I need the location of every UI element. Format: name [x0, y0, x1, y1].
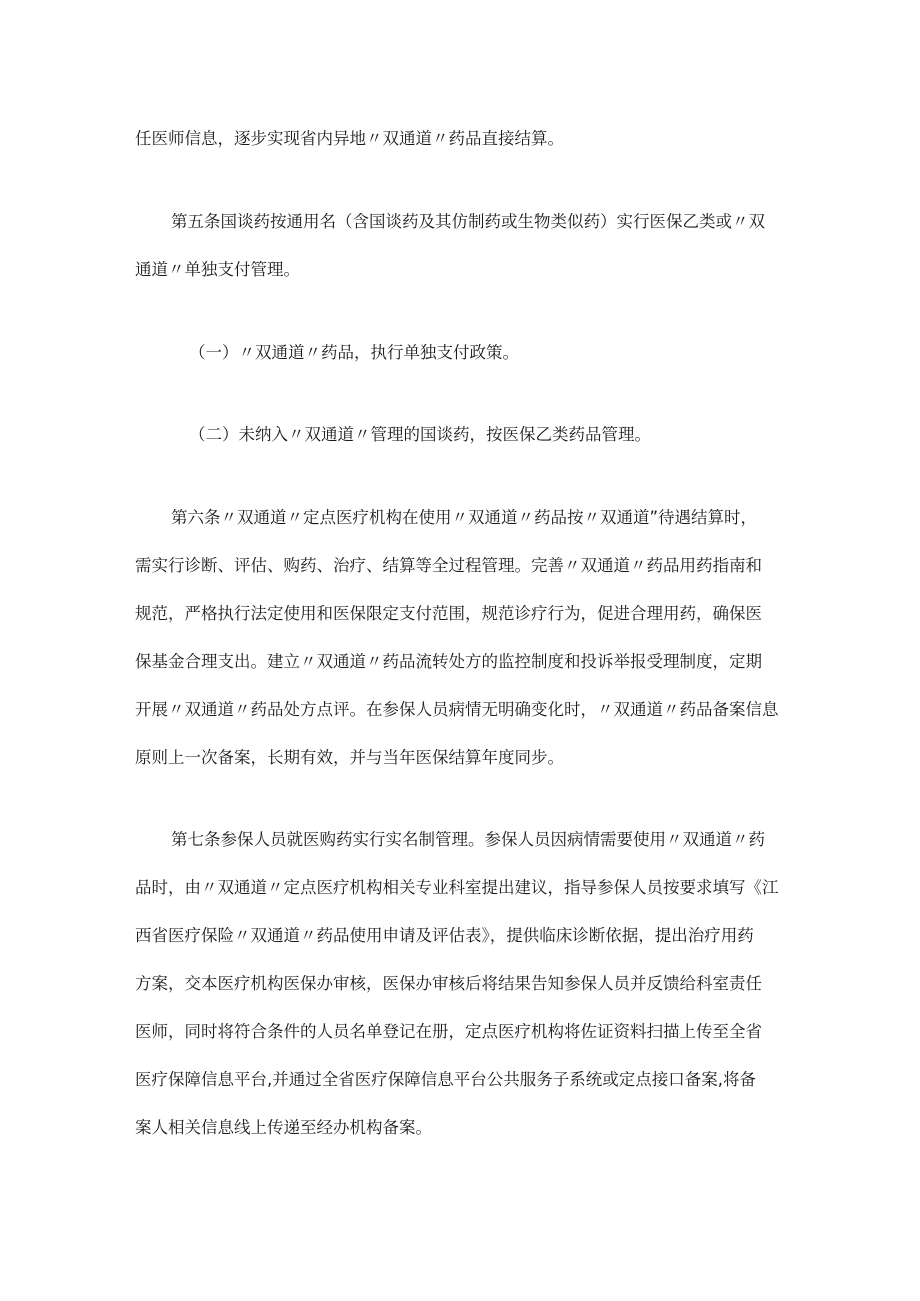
- text-line: 规范，严格执行法定使用和医保限定支付范围，规范诊疗行为，促进合理用药，确保医: [135, 604, 762, 623]
- text-line: 方案，交本医疗机构医保办审核，医保办审核后将结果告知参保人员并反馈给科室责任: [135, 974, 762, 993]
- text-line: 通道〃单独支付管理。: [135, 260, 300, 279]
- text-line: 任医师信息，逐步实现省内异地〃双通道〃药品直接结算。: [135, 129, 564, 148]
- text-line: 第七条参保人员就医购药实行实名制管理。参保人员因病情需要使用〃双通道〃药: [171, 830, 765, 849]
- text-line: 第五条国谈药按通用名（含国谈药及其仿制药或生物类似药）实行医保乙类或〃双: [171, 212, 765, 231]
- text-line: 案人相关信息线上传递至经办机构备案。: [135, 1118, 432, 1137]
- text-line: 医师，同时将符合条件的人员名单登记在册，定点医疗机构将佐证资料扫描上传至全省: [135, 1022, 762, 1041]
- text-line: 保基金合理支出。建立〃双通道〃药品流转处方的监控制度和投诉举报受理制度，定期: [135, 652, 762, 671]
- text-line: 开展〃双通道〃药品处方点评。在参保人员病情无明确变化时，〃双通道〃药品备案信息: [135, 700, 779, 719]
- text-line: 原则上一次备案，长期有效，并与当年医保结算年度同步。: [135, 748, 564, 767]
- text-line: 第六条〃双通道〃定点医疗机构在使用〃双通道〃药品按〃双通道”待遇结算时，: [171, 508, 758, 527]
- text-line: 医疗保障信息平台,并通过全省医疗保障信息平台公共服务子系统或定点接口备案,将备: [135, 1070, 756, 1089]
- text-line: 需实行诊断、评估、购药、治疗、结算等全过程管理。完善〃双通道〃药品用药指南和: [135, 556, 762, 575]
- text-line: 品时，由〃双通道〃定点医疗机构相关专业科室提出建议，指导参保人员按要求填写《江: [135, 878, 779, 897]
- text-line: （一）〃双通道〃药品，执行单独支付政策。: [189, 343, 519, 362]
- text-line: （二）未纳入〃双通道〃管理的国谈药，按医保乙类药品管理。: [189, 425, 651, 444]
- text-line: 西省医疗保险〃双通道〃药品使用申请及评估表》，提供临床诊断依据，提出治疗用药: [135, 926, 754, 945]
